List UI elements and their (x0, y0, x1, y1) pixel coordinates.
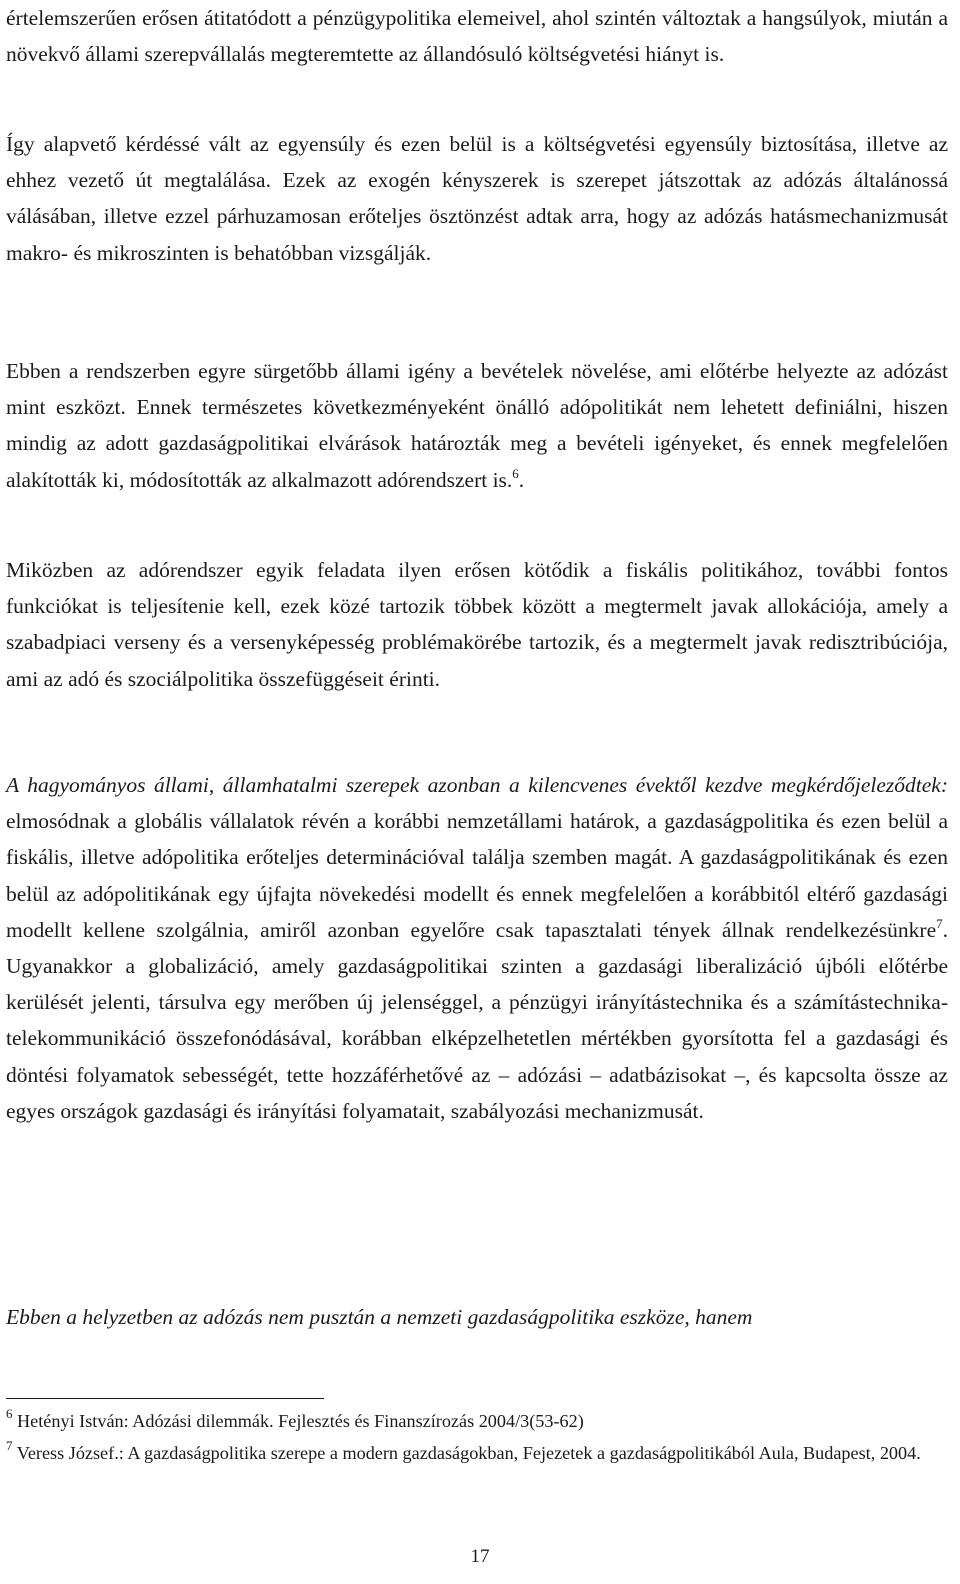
paragraph-6-italic-text: Ebben a helyzetben az adózás nem pusztán a nemzeti gazdaságpolitika eszköze, hanem (6, 1305, 753, 1329)
paragraph-1 (6, 0, 948, 72)
paragraph-4-text: Miközben az adórendszer egyik feladata ilyen erősen kötődik a fiskális politikához, további fontos funkciókat is teljesítenie kell, ezek közé tartozik többek között a megtermelt javak allokációja, amely a szabadpiaci verseny és a versenyképesség problémakörébe tartozik, és a megtermelt javak redisztribúciója, ami az adó és szociálpolitika összefüggéseit érinti. (6, 558, 948, 691)
paragraph-5-text-a: elmosódnak a globális vállalatok révén a korábbi nemzetállami határok, a gazdaságpolitika és ezen belül a fiskális, illetve adópolitika erőteljes determinációval találja szemben magát. A gazdaságpolitikának és ezen belül az adópolitikának egy újfajta növekedési modellt és ennek megfelelően a korábbitól eltérő gazdasági modellt kellene szolgálnia, amiről azonban egyelőre csak tapasztalati tények állnak rendelkezésünkre (6, 809, 948, 942)
paragraph-5-italic-lead: A hagyományos állami, államhatalmi szerepek azonban a kilencvenes évektől kezdve megkérdőjeleződtek: (6, 773, 948, 797)
footnote-ref-6[interactable]: 6 (512, 465, 519, 481)
paragraph-2 (6, 126, 948, 271)
footnote-7 (6, 1440, 948, 1466)
paragraph-6 (6, 1299, 948, 1335)
paragraph-4 (6, 552, 948, 697)
paragraph-3-text: Ebben a rendszerben egyre sürgetőbb állami igény a bevételek növelése, ami előtérbe helyezte az adózást mint eszközt. Ennek természetes következményeként önálló adópolitikát nem lehetett definiálni, hiszen mindig az adott gazdaságpolitikai elvárások határozták meg a bevételi igényeket, és ennek megfelelően alakították ki, módosították az alkalmazott adórendszert is. (6, 359, 948, 492)
paragraph-1-text: értelemszerűen erősen átitatódott a pénzügypolitika elemeivel, ahol szintén változtak a hangsúlyok, miután a növekvő állami szerepvállalás megteremtette az állandósuló költségvetési hiányt is. (6, 6, 948, 67)
paragraph-5-text-b: . Ugyanakkor a globalizáció, amely gazdaságpolitikai szinten a gazdasági liberalizáció újbóli előtérbe kerülését jelenti, társulva egy merőben új jelenséggel, a pénzügyi irányítástechnika és a számítástechnika-telekommunikáció összefonódásával, korábban elképzelhetetlen mértékben gyorsította fel a gazdasági és döntési folyamatok sebességét, tette hozzáférhetővé az – adózási – adatbázisokat –, és kapcsolta össze az egyes országok gazdasági és irányítási folyamatait, szabályozási mechanizmusát. (6, 917, 948, 1123)
footnote-ref-7[interactable]: 7 (936, 915, 943, 931)
paragraph-3-end: . (518, 467, 525, 492)
paragraph-3 (6, 353, 948, 498)
footnote-6 (6, 1408, 948, 1434)
page-number: 17 (470, 1546, 490, 1567)
footnote-7-text: Veress József.: A gazdaságpolitika szerepe a modern gazdaságokban, Fejezetek a gazdaságpolitikából Aula, Budapest, 2004. (12, 1443, 921, 1463)
paragraph-5 (6, 767, 948, 1129)
paragraph-2-text: Így alapvető kérdéssé vált az egyensúly és ezen belül is a költségvetési egyensúly biztosítása, illetve az ehhez vezető út megtalálása. Ezek az exogén kényszerek is szerepet játszottak az adózás általánossá válásában, illetve ezzel párhuzamosan erőteljes ösztönzést adtak arra, hogy az adózás hatásmechanizmusát makro- és mikroszinten is behatóbban vizsgálják. (6, 132, 948, 265)
footnote-6-text: Hetényi István: Adózási dilemmák. Fejlesztés és Finanszírozás 2004/3(53-62) (12, 1411, 584, 1431)
footnote-separator (6, 1398, 324, 1399)
footnote-7-mark: 7 (6, 1438, 13, 1453)
footnote-6-mark: 6 (6, 1406, 13, 1421)
